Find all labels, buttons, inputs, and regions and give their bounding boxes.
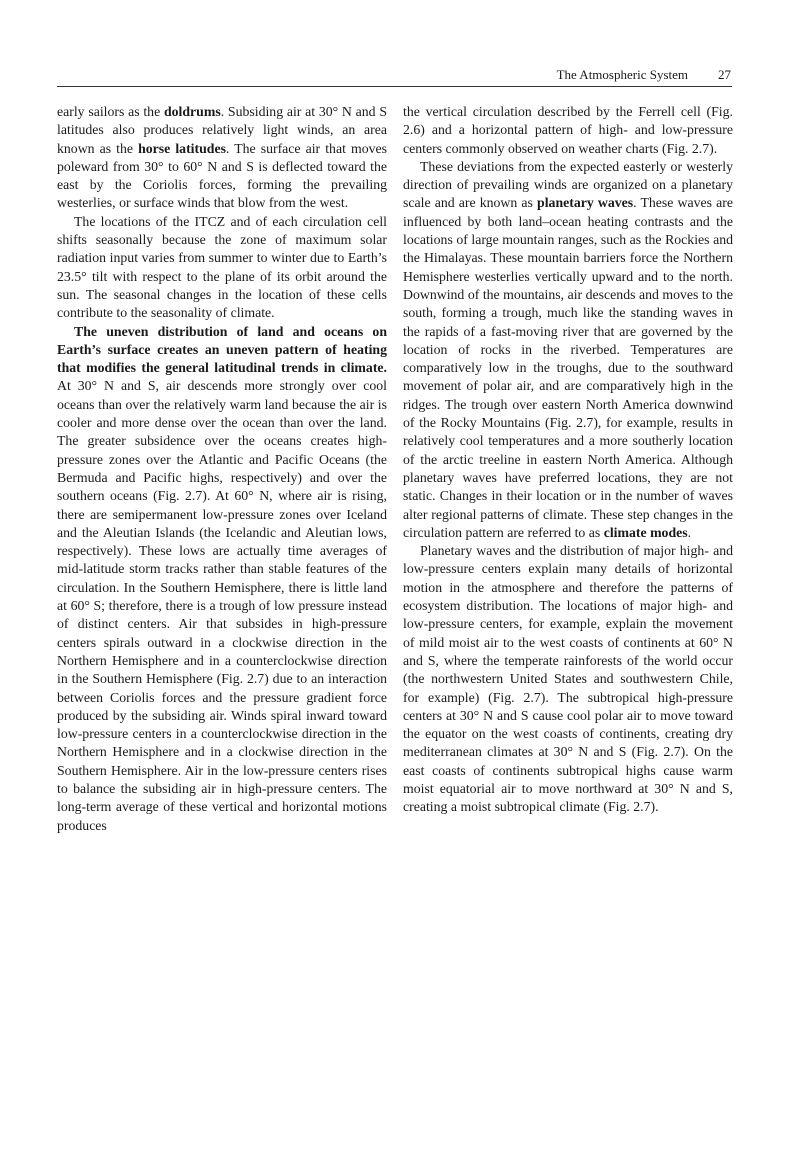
bold-term: planetary waves — [537, 195, 634, 211]
paragraph-text: Planetary waves and the distribution of major high- and low-pressure centers explain many details of horizontal motion in the atmosphere and therefore the patterns of ecosystem distribution. The locations of major high- and low-pressure centers, for example, explain the movement of mild moist air to the west coasts of continents at 60° N and S, where the temperate rainforests of the world occur (the northwestern United States and southwestern Chile, for example) (Fig. 2.7). The subtropical high-pressure centers at 30° N and S cause cool polar air to move toward the equator on the west coasts of continents, creating dry mediterranean climates at 30° N and S (Fig. 2.7). On the east coasts of continents subtropical highs cause warm moist equatorial air to move northward at 30° N and S, creating a moist subtropical climate (Fig. 2.7). — [403, 543, 733, 815]
paragraph-text: early sailors as the — [57, 104, 164, 119]
paragraph — [403, 158, 733, 542]
bold-term: horse latitudes — [138, 140, 226, 156]
right-column — [403, 103, 733, 817]
paragraph — [57, 323, 387, 835]
paragraph — [57, 213, 387, 323]
paragraph-text: the vertical circulation described by the Ferrell cell (Fig. 2.6) and a horizontal pattern of high- and low-pressure centers commonly observed on weather charts (Fig. 2.7). — [403, 104, 733, 156]
page-number: 27 — [718, 67, 731, 82]
paragraph — [57, 103, 387, 213]
left-column — [57, 103, 387, 835]
bold-term: The uneven distribution of land and oceans on Earth’s surface creates an uneven pattern of heating that modifies the general latitudinal trends in climate. — [57, 323, 387, 376]
bold-term: doldrums — [163, 104, 221, 119]
paragraph-text: . — [687, 524, 692, 540]
paragraph-text: . The surface air that moves poleward from 30° to 60° N and S is deflected toward the east by the Coriolis forces, forming the prevailing westerlies, or surface winds that blow from the west. — [57, 140, 387, 211]
paragraph-text: The locations of the ITCZ and of each circulation cell shifts seasonally because the zone of maximum solar radiation input varies from summer to winter due to Earth’s 23.5° tilt with respect to the plane of its orbit around the sun. The seasonal changes in the location of these cells contribute to the seasonality of climate. — [57, 213, 387, 321]
paragraph-text: At 30° N and S, air descends more strongly over cool oceans than over the relatively warm land because the air is cooler and more dense over the ocean than over the land. The greater subsidence over the oceans creates high-pressure zones over the Atlantic and Pacific Oceans (the Bermuda and Pacific highs, respectively) and over the southern oceans (Fig. 2.7). At 60° N, where air is rising, there are semipermanent low-pressure zones over Iceland and the Aleutian Islands (the Icelandic and Aleutian lows, respectively). These lows are actually time averages of mid-latitude storm tracks rather than stable features of the circulation. In the Southern Hemisphere, there is little land at 60° S; therefore, there is a trough of low pressure instead of distinct centers. Air that subsides in high-pressure centers spirals outward in a clockwise direction in the Northern Hemisphere and in a counterclockwise direction in the Southern Hemisphere (Fig. 2.7) due to an interaction between Coriolis forces and the pressure gradient force produced by the subsiding air. Winds spiral inward toward low-pressure centers in a counterclockwise direction in the Northern Hemisphere and in a clockwise direction in the Southern Hemisphere. Air in the low-pressure centers rises to balance the subsiding air in high-pressure centers. The long-term average of these vertical and horizontal motions produces — [57, 378, 387, 833]
paragraph-text: . Subsiding air at 30° N and S latitudes also produces relatively light winds, an area known as the — [57, 104, 387, 156]
running-header — [57, 64, 732, 87]
paragraph — [403, 103, 733, 158]
running-title: The Atmospheric System — [556, 67, 688, 82]
paragraph — [403, 542, 733, 816]
paragraph-text: These deviations from the expected easterly or westerly direction of prevailing winds are organized on a planetary scale and are known as — [403, 158, 733, 211]
bold-term: climate modes — [603, 524, 688, 540]
paragraph-text: . These waves are influenced by both land–ocean heating contrasts and the locations of large mountain ranges, such as the Rockies and the Himalayas. These mountain barriers force the Northern Hemisphere westerlies vertically upward and to the north. Downwind of the mountains, air descends and moves to the south, forming a trough, much like the standing waves in the rapids of a fast-moving river that are governed by the location of rocks in the riverbed. Temperatures are comparatively low in the troughs, due to the southward movement of polar air, and are comparatively high in the ridges. The trough over eastern North America downwind of the Rocky Mountains (Fig. 2.7), for example, results in relatively cool temperatures and a more southerly location of the arctic treeline in eastern North America. Although planetary waves have preferred locations, they are not static. Changes in their location or in the number of waves alter regional patterns of climate. These step changes in the circulation pattern are referred to as — [403, 195, 734, 540]
